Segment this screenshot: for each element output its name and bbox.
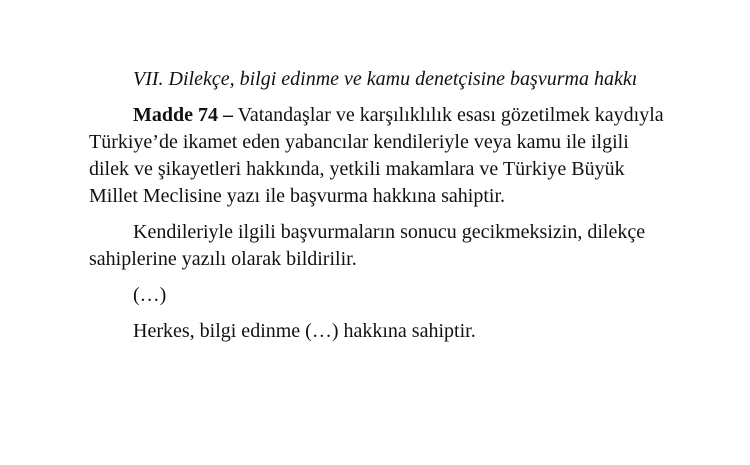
article-text: Vatandaşlar ve karşılıklılık esası gözetilmek kaydıyla Türkiye’de ikamet eden yabancılar kendileriyle veya kamu ile ilgili dilek ve şikayetleri hakkında, yetkili makamlara ve Türkiye Büyük Millet Meclisine yazı ile başvurma hakkına sahiptir. <box>89 104 664 207</box>
paragraph-notification: Kendileriyle ilgili başvurmaların sonucu gecikmeksizin, dilekçe sahiplerine yazılı olarak bildirilir. <box>89 221 646 270</box>
section-heading: VII. Dilekçe, bilgi edinme ve kamu denetçisine başvurma hakkı <box>133 68 638 90</box>
omission-marker: (…) <box>133 284 167 306</box>
document-body <box>89 66 664 354</box>
article-paragraph <box>89 102 664 210</box>
paragraph-information-right: Herkes, bilgi edinme (…) hakkına sahiptir. <box>133 320 476 342</box>
article-label: Madde 74 – <box>133 104 233 126</box>
